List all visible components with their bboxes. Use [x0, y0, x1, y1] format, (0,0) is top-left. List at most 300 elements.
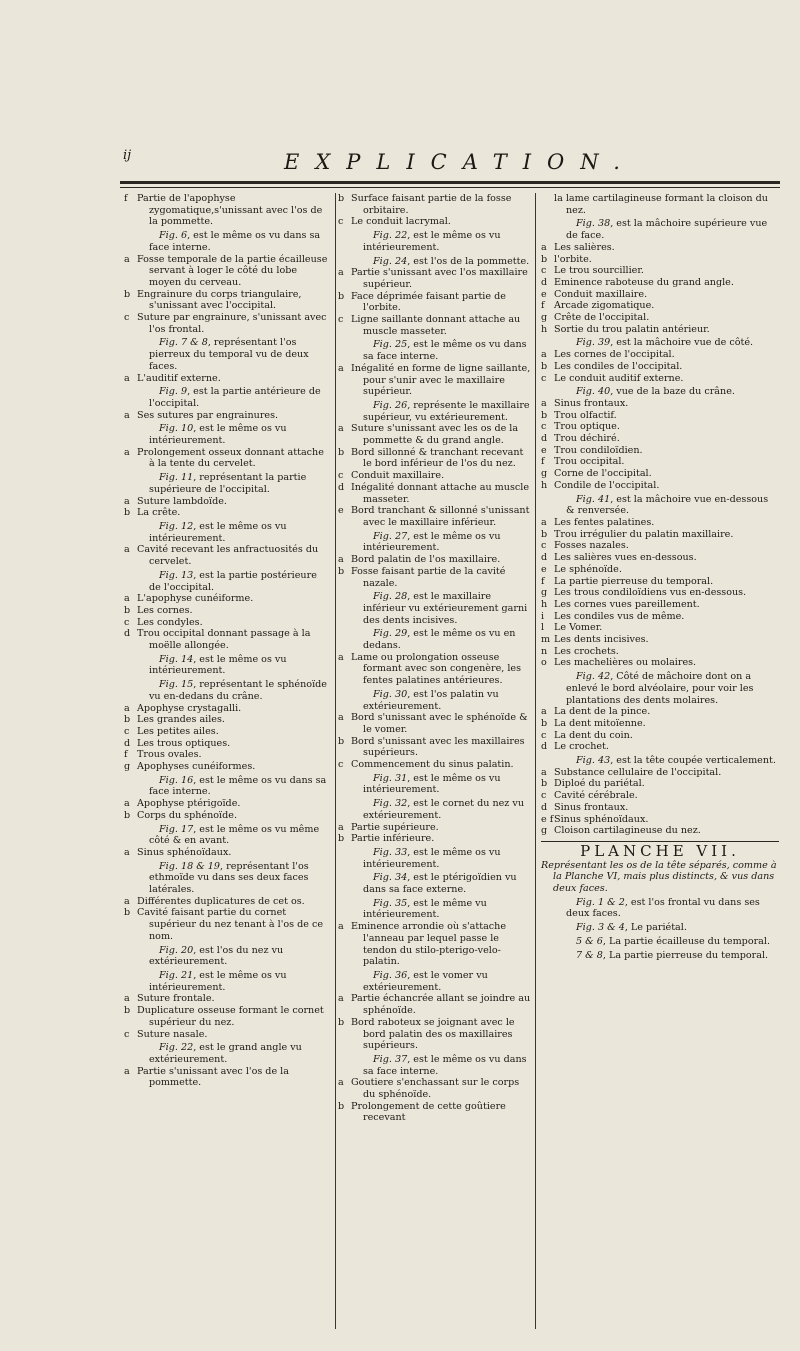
- legend-entry: [541, 778, 779, 790]
- legend-entry: [541, 730, 779, 742]
- legend-letter: a: [124, 593, 130, 605]
- legend-letter: c: [124, 1028, 130, 1040]
- legend-text: l'orbite.: [554, 253, 592, 265]
- legend-letter: c: [124, 725, 130, 737]
- top-rule: [120, 181, 780, 184]
- legend-text: Lame ou prolongation osseuse formant avec son congenère, les fentes palatines antérieures.: [351, 651, 522, 687]
- figure-text: , est le même os vu intérieurement.: [363, 772, 501, 796]
- figure-text: , La partie pierreuse du temporal.: [602, 949, 769, 961]
- figure-entry: [541, 897, 779, 920]
- legend-text: Fosses nazales.: [554, 540, 629, 552]
- legend-letter: i: [541, 610, 545, 622]
- legend-entry: [541, 445, 779, 457]
- figure-text: , représentant l'os ethmoïde vu dans ses deux faces latérales.: [149, 860, 309, 896]
- legend-text: Sortie du trou palatin antérieur.: [554, 323, 710, 335]
- legend-entry: [338, 193, 531, 216]
- legend-entry: [124, 507, 330, 519]
- figure-label: Fig. 21: [159, 970, 194, 981]
- legend-letter: b: [541, 717, 548, 729]
- legend-entry: [541, 398, 779, 410]
- figure-label: Fig. 1 & 2: [576, 896, 625, 908]
- legend-letter: b: [338, 1016, 345, 1028]
- figure-label: Fig. 9: [159, 386, 188, 398]
- legend-text: Suture nasale.: [137, 1028, 208, 1040]
- legend-text: Fosse faisant partie de la cavité nazale.: [351, 565, 506, 589]
- legend-letter: a: [124, 895, 130, 907]
- legend-entry: [124, 810, 330, 822]
- figure-text: , représentant le sphénoïde vu en-dedans du crâne.: [149, 679, 327, 702]
- legend-letter: f: [541, 456, 545, 468]
- legend-text: Crête de l'occipital.: [554, 312, 650, 324]
- legend-entry: [541, 767, 779, 779]
- figure-entry: [338, 798, 531, 821]
- figure-text: , est l'os frontal vu dans ses deux faces.: [566, 896, 760, 920]
- legend-entry: [541, 646, 779, 658]
- figure-label: Fig. 37: [373, 1053, 408, 1065]
- legend-entry: [541, 599, 779, 611]
- legend-letter: a: [338, 423, 344, 435]
- legend-entry: [541, 814, 779, 826]
- legend-letter: b: [541, 778, 548, 790]
- legend-letter: l: [541, 622, 545, 634]
- legend-letter: a: [338, 651, 344, 663]
- legend-entry: [541, 634, 779, 646]
- legend-entry: [541, 468, 779, 480]
- legend-letter: a: [338, 993, 344, 1005]
- legend-text: La dent mitoïenne.: [554, 717, 646, 729]
- figure-text: , est la mâchoire supérieure vue de face.: [566, 218, 768, 242]
- legend-entry: [338, 470, 531, 482]
- figure-text: , est le maxillaire inférieur vu extérieurement garni des dents incisives.: [363, 591, 528, 626]
- legend-entry: [124, 593, 330, 605]
- column-divider-1: [335, 193, 336, 1329]
- legend-text: Sinus frontaux.: [554, 801, 629, 813]
- figure-label: Fig. 20: [159, 944, 194, 956]
- legend-entry: [541, 741, 779, 753]
- legend-entry: [124, 605, 330, 617]
- figure-text: , est la mâchoire vue de côté.: [610, 337, 754, 349]
- legend-letter: a: [338, 821, 344, 833]
- legend-letter: a: [541, 766, 547, 778]
- legend-text: Le conduit lacrymal.: [351, 216, 451, 228]
- legend-entry: [541, 277, 779, 289]
- legend-entry: [541, 718, 779, 730]
- legend-letter: a: [338, 1077, 344, 1089]
- figure-entry: [338, 689, 531, 712]
- legend-letter: a: [124, 993, 130, 1005]
- legend-text: Eminence raboteuse du grand angle.: [554, 276, 734, 288]
- legend-letter: b: [338, 446, 345, 458]
- legend-entry: [541, 361, 779, 373]
- legend-text: Trous ovales.: [137, 749, 202, 761]
- legend-letter: d: [541, 801, 548, 813]
- legend-text: Corps du sphénoïde.: [137, 809, 237, 821]
- legend-text: Cavité cérébrale.: [554, 790, 638, 802]
- legend-letter: g: [541, 312, 548, 324]
- legend-letter: g: [124, 761, 131, 773]
- legend-letter: a: [338, 712, 344, 724]
- legend-text: Sinus frontaux.: [554, 397, 629, 409]
- legend-text: La dent du coin.: [554, 729, 633, 741]
- legend-entry: [124, 749, 330, 761]
- legend-letter: b: [338, 1100, 345, 1112]
- legend-entry: [124, 726, 330, 738]
- figure-label: Fig. 34: [373, 872, 408, 884]
- legend-entry: [338, 993, 531, 1016]
- figure-label: Fig. 13: [159, 569, 194, 581]
- figure-text: , est le même os vu dans sa face interne.: [149, 774, 327, 798]
- legend-letter: b: [124, 1005, 131, 1017]
- figure-label: Fig. 39: [576, 337, 611, 349]
- legend-entry: [338, 505, 531, 528]
- legend-entry: [541, 254, 779, 266]
- figure-label: Fig. 17: [159, 823, 194, 835]
- legend-entry: [541, 324, 779, 336]
- figure-label: Fig. 6: [159, 230, 188, 242]
- figure-text: , est le ptérigoïdien vu dans sa face externe.: [363, 872, 517, 896]
- legend-letter: m: [541, 634, 551, 646]
- figure-label: Fig. 14: [159, 653, 194, 665]
- legend-text: Trou déchiré.: [554, 433, 620, 445]
- legend-entry: [541, 480, 779, 492]
- legend-entry: [541, 410, 779, 422]
- legend-text: Prolongement de cette goûtiere recevant: [351, 1100, 506, 1124]
- legend-letter: g: [541, 825, 548, 837]
- figure-label: Fig. 24: [373, 255, 408, 267]
- legend-text: L'apophyse cunéiforme.: [137, 593, 254, 605]
- figure-text: , Côté de mâchoire dont on a enlevé le bord alvéolaire, pour voir les plantations des dents molaires.: [566, 671, 754, 706]
- legend-letter: c: [541, 372, 547, 384]
- legend-letter: f: [124, 193, 128, 204]
- figure-entry: [124, 824, 330, 847]
- legend-text: Le Vomer.: [554, 622, 603, 634]
- legend-entry: [541, 552, 779, 564]
- legend-text: Suture s'unissant avec les os de la pommette & du grand angle.: [351, 423, 519, 447]
- legend-entry: [124, 896, 330, 908]
- legend-text: Conduit maxillaire.: [554, 288, 648, 300]
- legend-letter: c: [338, 470, 344, 482]
- legend-letter: c: [541, 540, 547, 552]
- column-divider-2: [535, 193, 536, 1329]
- legend-entry: [338, 267, 531, 290]
- legend-entry: [338, 712, 531, 735]
- figure-entry: [338, 591, 531, 626]
- figure-label: Fig. 38: [576, 218, 611, 230]
- legend-entry: [338, 833, 531, 845]
- figure-entry: [338, 531, 531, 554]
- legend-text: Cloison cartilagineuse du nez.: [554, 825, 701, 837]
- figure-text: , vue de la baze du crâne.: [610, 386, 735, 398]
- figure-text: , est le même os vu intérieurement.: [149, 423, 287, 447]
- legend-entry: [124, 617, 330, 629]
- folio: ij: [123, 148, 132, 163]
- running-head: EXPLICATION.: [284, 150, 636, 174]
- legend-letter: h: [541, 479, 548, 491]
- legend-entry: [541, 373, 779, 385]
- legend-letter: f: [124, 749, 128, 761]
- figure-label: Fig. 28: [373, 591, 408, 603]
- figure-entry: [124, 230, 330, 253]
- figure-text: , Le pariétal.: [624, 922, 687, 934]
- legend-letter: f: [541, 300, 545, 312]
- legend-entry: [541, 802, 779, 814]
- figure-entry: [124, 654, 330, 677]
- legend-text: Le conduit auditif externe.: [554, 372, 684, 384]
- legend-text: Apophyses cunéiformes.: [137, 761, 256, 773]
- figure-entry: [124, 1042, 330, 1065]
- figure-text: , est la partie postérieure de l'occipital.: [149, 569, 317, 593]
- legend-letter: a: [124, 253, 130, 265]
- figure-text: , est le même os vu intérieurement.: [149, 520, 287, 544]
- legend-entry: [124, 254, 330, 289]
- legend-text: La crête.: [137, 507, 181, 519]
- legend-letter: a: [541, 397, 547, 409]
- figure-label: Fig. 41: [576, 493, 611, 505]
- legend-letter: b: [541, 409, 548, 421]
- legend-entry: [541, 611, 779, 623]
- legend-text: Les condiles de l'occipital.: [554, 360, 683, 372]
- legend-letter: a: [124, 798, 130, 810]
- legend-entry: [338, 216, 531, 228]
- legend-text: Inégalité en forme de ligne saillante, pour s'unir avec le maxillaire supérieur.: [351, 362, 531, 398]
- legend-entry: [124, 738, 330, 750]
- legend-text: Les cornes vues pareillement.: [554, 598, 700, 610]
- figure-entry: [541, 671, 779, 706]
- column-1: [124, 193, 330, 1089]
- legend-text: Arcade zigomatique.: [554, 300, 655, 312]
- figure-entry: [338, 628, 531, 651]
- legend-text: Les petites ailes.: [137, 725, 219, 737]
- legend-entry: [541, 790, 779, 802]
- legend-entry: [541, 193, 779, 216]
- legend-letter: c: [541, 790, 547, 802]
- legend-text: Les condiles vus de même.: [554, 610, 685, 622]
- legend-text: Les cornes de l'occipital.: [554, 349, 675, 361]
- legend-letter: b: [338, 290, 345, 302]
- legend-letter: e: [338, 505, 344, 517]
- legend-letter: a: [338, 267, 344, 279]
- legend-entry: [124, 1005, 330, 1028]
- legend-entry: [338, 566, 531, 589]
- legend-text: Les crochets.: [554, 645, 619, 657]
- legend-text: Le trou sourcillier.: [554, 265, 644, 277]
- figure-entry: [338, 339, 531, 362]
- legend-text: Bord s'unissant avec le sphénoïde & le vomer.: [351, 712, 528, 735]
- legend-letter: b: [124, 288, 131, 300]
- legend-entry: [338, 1101, 531, 1124]
- legend-entry: [541, 657, 779, 669]
- legend-text: Substance cellulaire de l'occipital.: [554, 766, 722, 778]
- figure-entry: [124, 570, 330, 593]
- legend-entry: [338, 736, 531, 759]
- figure-label: Fig. 18 & 19: [159, 860, 221, 872]
- figure-text: , est le même os vu même côté & en avant.: [149, 823, 320, 847]
- figure-label: Fig. 25: [373, 339, 408, 351]
- legend-text: Suture par engrainure, s'unissant avec l'os frontal.: [137, 312, 327, 335]
- legend-letter: a: [124, 846, 130, 858]
- figure-entry: [124, 521, 330, 544]
- top-rule-thin: [120, 187, 780, 188]
- legend-text: Partie échancrée allant se joindre au sphénoïde.: [351, 993, 531, 1017]
- legend-entry: [541, 300, 779, 312]
- legend-letter: a: [124, 544, 130, 556]
- legend-letter: b: [124, 809, 131, 821]
- figure-label: Fig. 11: [159, 472, 194, 484]
- legend-text: Sinus sphénoïdaux.: [554, 813, 649, 825]
- legend-letter: e: [541, 444, 547, 456]
- legend-entry: [541, 529, 779, 541]
- legend-letter: b: [541, 528, 548, 540]
- column-2: [338, 193, 531, 1124]
- legend-entry: [541, 456, 779, 468]
- legend-text: Trou olfactif.: [554, 409, 617, 421]
- figure-entry: [124, 775, 330, 798]
- legend-letter: d: [124, 628, 131, 640]
- legend-text: Inégalité donnant attache au muscle masseter.: [351, 481, 529, 505]
- legend-letter: a: [541, 516, 547, 528]
- legend-entry: [541, 576, 779, 588]
- legend-entry: [541, 622, 779, 634]
- figure-entry: [541, 337, 779, 349]
- legend-text: Apophyse crystagalli.: [137, 702, 242, 714]
- figure-label: Fig. 22: [373, 230, 408, 242]
- figure-text: , La partie écailleuse du temporal.: [602, 935, 771, 947]
- legend-letter: d: [338, 481, 345, 493]
- legend-entry: [541, 706, 779, 718]
- legend-entry: [541, 517, 779, 529]
- legend-text: Partie s'unissant avec l'os de la pommette.: [137, 1065, 289, 1089]
- legend-letter: b: [541, 253, 548, 265]
- figure-label: Fig. 40: [576, 386, 611, 398]
- legend-entry: [541, 312, 779, 324]
- legend-entry: [124, 761, 330, 773]
- legend-letter: b: [124, 907, 131, 919]
- figure-text: , est l'os du nez vu extérieurement.: [149, 944, 284, 968]
- legend-letter: d: [541, 433, 548, 445]
- figure-entry: [124, 423, 330, 446]
- figure-text: , représente le maxillaire supérieur, vu extérieurement.: [363, 399, 530, 423]
- legend-text: Fosse temporale de la partie écailleuse servant à loger le côté du lobe moyen du cerveau.: [137, 253, 328, 288]
- figure-text: , est le même os vu en dedans.: [363, 628, 516, 652]
- legend-letter: b: [541, 360, 548, 372]
- legend-letter: a: [338, 921, 344, 933]
- legend-letter: a: [541, 706, 547, 718]
- figure-label: Fig. 7 & 8: [159, 337, 208, 349]
- figure-text: , est le même os vu intérieurement.: [149, 970, 287, 993]
- legend-text: Corne de l'occipital.: [554, 468, 652, 480]
- figure-label: 5 & 6: [576, 935, 603, 947]
- figure-entry: [338, 400, 531, 423]
- figure-text: , est le même vu intérieurement.: [363, 897, 487, 921]
- legend-text: Les dents incisives.: [554, 634, 649, 646]
- legend-entry: [124, 847, 330, 859]
- figure-label: Fig. 26: [373, 399, 408, 411]
- legend-entry: [338, 363, 531, 398]
- figure-entry: [124, 386, 330, 409]
- legend-letter: a: [124, 372, 130, 384]
- legend-text: Trou optique.: [554, 421, 620, 433]
- legend-text: Les trous condiloïdiens vus en-dessous.: [554, 587, 747, 599]
- legend-letter: e: [541, 288, 547, 300]
- legend-letter: c: [541, 729, 547, 741]
- legend-letter: b: [124, 507, 131, 519]
- legend-text: Engrainure du corps triangulaire, s'unissant avec l'occipital.: [137, 288, 302, 312]
- legend-text: Ligne saillante donnant attache au muscle masseter.: [351, 314, 521, 337]
- figure-label: Fig. 43: [576, 755, 611, 767]
- legend-entry: [124, 1066, 330, 1089]
- legend-text: Les grandes ailes.: [137, 714, 225, 726]
- figure-label: Fig. 31: [373, 772, 408, 784]
- plate-heading: PLANCHE VII.: [541, 841, 779, 858]
- figure-text: , est le même os vu dans sa face interne.: [149, 230, 321, 253]
- legend-letter: h: [541, 323, 548, 335]
- legend-letter: a: [124, 702, 130, 714]
- legend-entry: [124, 907, 330, 942]
- legend-entry: [124, 714, 330, 726]
- figure-entry: [541, 218, 779, 241]
- legend-letter: b: [338, 565, 345, 577]
- figure-label: Fig. 30: [373, 688, 408, 700]
- legend-entry: [541, 825, 779, 837]
- legend-text: L'auditif externe.: [137, 372, 221, 384]
- legend-entry: [124, 289, 330, 312]
- legend-text: Partie supérieure.: [351, 821, 439, 833]
- figure-text: , est l'os palatin vu extérieurement.: [363, 688, 499, 712]
- legend-letter: [541, 193, 554, 216]
- legend-entry: [338, 1017, 531, 1052]
- legend-entry: [124, 410, 330, 422]
- legend-entry: [124, 312, 330, 335]
- legend-text: Suture lambdoïde.: [137, 495, 227, 507]
- figure-label: Fig. 36: [373, 970, 408, 981]
- legend-letter: c: [124, 616, 130, 628]
- legend-letter: d: [541, 741, 548, 753]
- legend-text: Les fentes palatines.: [554, 516, 655, 528]
- legend-text: Partie s'unissant avec l'os maxillaire supérieur.: [351, 267, 528, 290]
- legend-letter: b: [338, 735, 345, 747]
- legend-entry: [124, 703, 330, 715]
- figure-label: Fig. 16: [159, 774, 194, 786]
- legend-text: Le crochet.: [554, 741, 609, 753]
- figure-entry: [338, 847, 531, 870]
- legend-letter: e: [541, 563, 547, 575]
- legend-entry: [124, 447, 330, 470]
- legend-entry: [124, 993, 330, 1005]
- legend-text: Trou condiloïdien.: [554, 444, 643, 456]
- legend-text: Sinus sphénoïdaux.: [137, 846, 232, 858]
- figure-entry: [124, 337, 330, 372]
- figure-entry: [338, 970, 531, 993]
- legend-letter: a: [541, 349, 547, 361]
- legend-letter: b: [124, 714, 131, 726]
- figure-label: 7 & 8: [576, 949, 603, 961]
- legend-letter: b: [338, 193, 345, 204]
- figure-entry: [124, 861, 330, 896]
- legend-letter: a: [338, 554, 344, 566]
- legend-text: Bord raboteux se joignant avec le bord palatin des os maxillaires supérieurs.: [351, 1016, 515, 1052]
- legend-entry: [124, 628, 330, 651]
- legend-entry: [541, 289, 779, 301]
- figure-text: , est le même os vu intérieurement.: [363, 846, 501, 870]
- figure-label: Fig. 3 & 4: [576, 922, 625, 934]
- legend-entry: [541, 349, 779, 361]
- legend-text: Les salières.: [554, 241, 615, 253]
- legend-entry: [338, 314, 531, 337]
- figure-label: Fig. 15: [159, 679, 194, 691]
- plate-caption: Représentant les os de la tête séparés, comme à la Planche VI, mais plus distincts, & vus dans deux faces.: [541, 859, 777, 895]
- legend-letter: g: [541, 468, 548, 480]
- legend-entry: [541, 421, 779, 433]
